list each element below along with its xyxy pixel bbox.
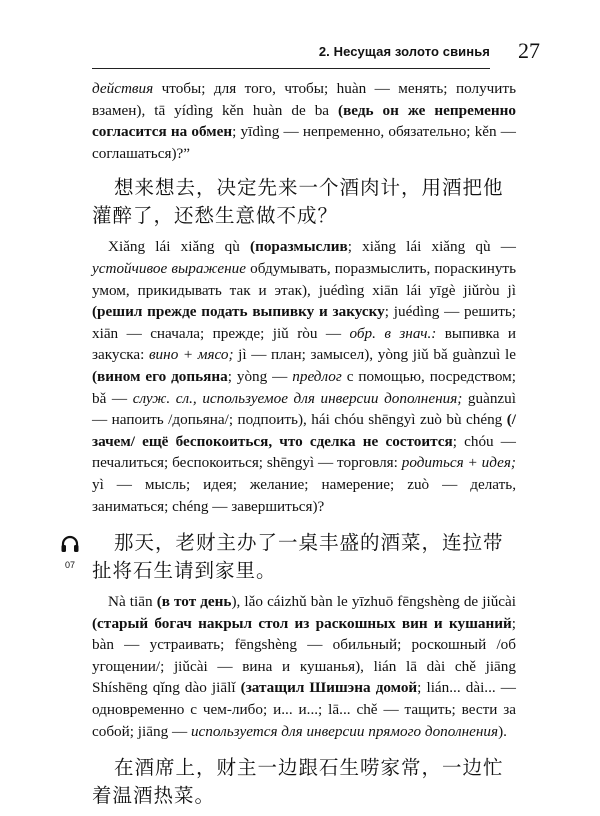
gloss-translation: (ведь он же непременно согласится на обмен — [92, 101, 517, 141]
audio-section — [64, 529, 516, 585]
running-title: 2. Несущая золото свинья — [318, 44, 490, 59]
gloss-text: ), lǎo cáizhǔ bàn le yīzhuō fēngshèng de jiǔcài — [231, 593, 516, 611]
gloss-text: ; juédìng — решить; xiān — сначала; прежде; jiǔ ròu — — [92, 303, 516, 342]
gloss-italic: служ. сл., используемое для инверсии дополнения; — [132, 389, 463, 407]
gloss-text: ; yòng — — [227, 367, 293, 385]
gloss-text: ; xiǎng lái xiǎng qù — — [347, 238, 516, 256]
gloss-text: Nà tiān — [108, 593, 157, 611]
gloss-italic: предлог — [292, 367, 342, 385]
headphones-icon — [60, 535, 80, 553]
gloss-text: ). — [498, 722, 507, 740]
gloss-italic: используется для инверсии прямого дополнения — [190, 722, 499, 740]
running-head — [92, 42, 490, 69]
gloss-italic: вино + мясо; — [148, 346, 234, 364]
chinese-sentence-2: 那天，老财主办了一桌丰盛的酒菜，连拉带扯将石生请到家里。 — [92, 531, 504, 583]
gloss-translation: (в тот день — [156, 593, 232, 611]
gloss-paragraph-3 — [92, 591, 516, 742]
gloss-italic: действия — [92, 80, 154, 97]
gloss-translation: (вином его допьяна — [92, 367, 228, 385]
gloss-text: обдумывать, поразмыслить, пораскинуть умом, прикидывать так и этак), juédìng xiān lái yīgè jiǔròu jì — [92, 259, 516, 299]
gloss-text: с помощью, посредством; bǎ — — [92, 367, 516, 407]
gloss-paragraph-1 — [92, 78, 516, 164]
gloss-text: ; bàn — устраивать; fēngshèng — обильный; роскошный /об угощении/; jiǔcài — вина и кушанья), lián lā dài chě jiāng Shíshēng qǐng dào jiālǐ — [92, 614, 516, 697]
gloss-text: ; chóu — печалиться; беспокоиться; shēngyì — торговля: — [92, 432, 516, 472]
gloss-paragraph-2 — [92, 236, 516, 517]
page-content — [64, 78, 517, 816]
gloss-italic: обр. в знач.: — [349, 324, 437, 342]
gloss-text: jì — план; замысел), yòng jiǔ bǎ guànzuì le — [233, 346, 516, 364]
gloss-text: выпивка и закуска: — [92, 324, 517, 364]
gloss-text: yì — мысль; идея; желание; намерение; zuò — делать, заниматься; chéng — завершиться)? — [92, 475, 516, 515]
gloss-translation: (старый богач накрыл стол из раскошных вин и кушаний — [92, 614, 512, 632]
gloss-text: чтобы; для того, чтобы; huàn — менять; получить взамен), tā yídìng kěn huàn de ba — [92, 80, 516, 119]
chinese-sentence-3: 在酒席上，财主一边跟石生唠家常，一边忙着温酒热菜。 — [92, 756, 504, 808]
audio-track-number: 07 — [64, 560, 75, 571]
gloss-text: Xiǎng lái xiǎng qù — [108, 238, 251, 256]
gloss-translation: (/зачем/ ещё беспокоиться, что сделка не состоится — [92, 411, 516, 450]
gloss-translation: (решил прежде подать выпивку и закуску — [92, 303, 385, 321]
gloss-italic: родиться + идея; — [401, 454, 516, 472]
gloss-translation: (затащил Шишэна домой — [240, 679, 418, 697]
audio-marker[interactable] — [58, 535, 82, 570]
gloss-text: ; yīdìng — непременно, обязательно; kěn — соглашаться)?” — [92, 123, 516, 162]
chinese-sentence-1: 想来想去，决定先来一个酒肉计，用酒把他灌醉了，还愁生意做不成？ — [92, 176, 504, 228]
gloss-text: ; lián... dài... — одновременно с чем-либо; и... и...; lā... chě — тащить; вести за собой; jiāng — — [92, 679, 516, 740]
page-number: 27 — [518, 38, 540, 63]
gloss-italic: устойчивое выражение — [92, 259, 246, 277]
gloss-text: guànzuì — напоить /допьяна/; подпоить), hái chóu shēngyì zuò bù chéng — [92, 389, 516, 429]
gloss-translation: (поразмыслив — [250, 238, 348, 256]
